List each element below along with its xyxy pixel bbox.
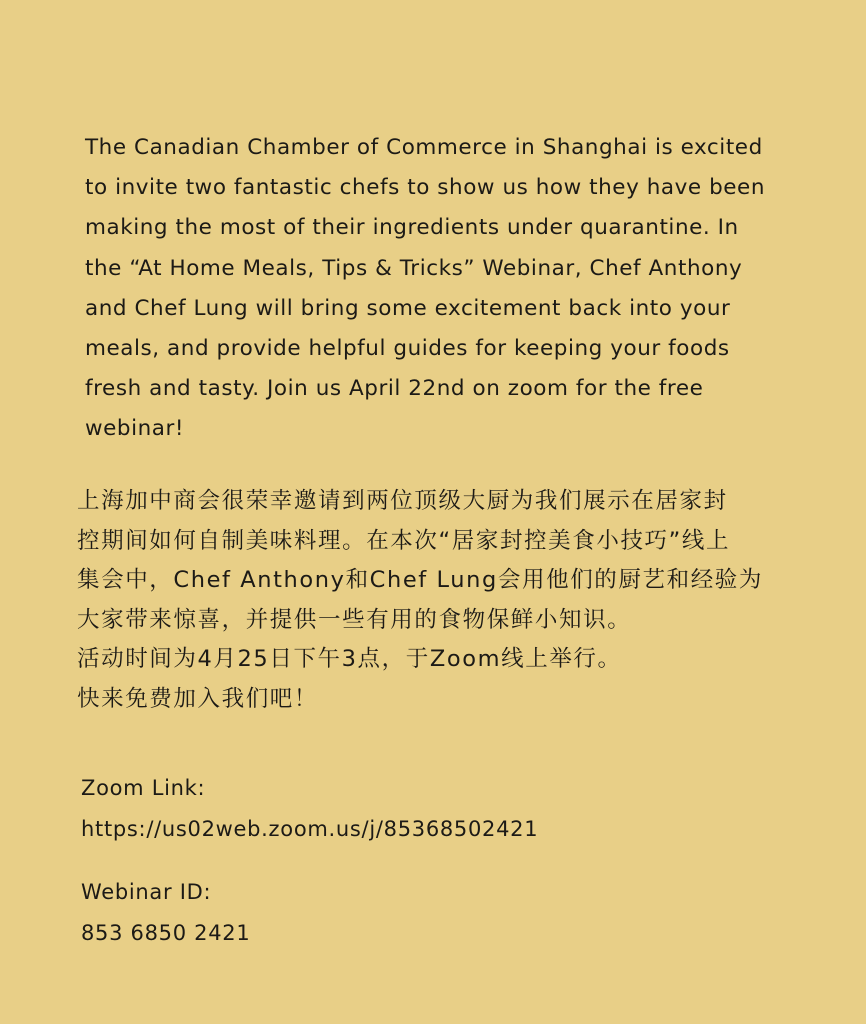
- chinese-line: 大家带来惊喜，并提供一些有用的食物保鲜小知识。: [77, 606, 632, 633]
- chinese-line: 控期间如何自制美味料理。在本次“居家封控美食小技巧”线上: [77, 527, 731, 554]
- webinar-id-value: 853 6850 2421: [81, 920, 251, 945]
- english-line: fresh and tasty. Join us April 22nd on zoom for the free: [85, 376, 704, 402]
- chinese-line: 上海加中商会很荣幸邀请到两位顶级大厨为我们展示在居家封: [77, 488, 728, 514]
- english-line: The Canadian Chamber of Commerce in Shanghai is excited: [85, 135, 763, 160]
- zoom-link-section: [81, 768, 781, 849]
- webinar-id-section: [81, 872, 781, 953]
- english-description: [85, 128, 825, 450]
- english-line: meals, and provide helpful guides for keeping your foods: [85, 336, 730, 362]
- english-line: and Chef Lung will bring some excitement back into your: [85, 295, 731, 321]
- zoom-link-url[interactable]: https://us02web.zoom.us/j/85368502421: [81, 816, 539, 841]
- english-line: to invite two fantastic chefs to show us how they have been: [85, 175, 766, 201]
- english-line: webinar!: [85, 416, 185, 442]
- english-line: the “At Home Meals, Tips & Tricks” Webinar, Chef Anthony: [85, 255, 743, 281]
- zoom-link-label: Zoom Link:: [81, 776, 206, 800]
- chinese-line: 快来免费加入我们吧！: [77, 685, 319, 712]
- chinese-description: [77, 482, 837, 720]
- chinese-line: 活动时间为4月25日下午3点，于Zoom线上举行。: [77, 646, 622, 673]
- webinar-id-label: Webinar ID:: [81, 880, 212, 904]
- english-line: making the most of their ingredients under quarantine. In: [85, 215, 739, 241]
- chinese-line: 集会中，Chef Anthony和Chef Lung会用他们的厨艺和经验为: [77, 567, 763, 594]
